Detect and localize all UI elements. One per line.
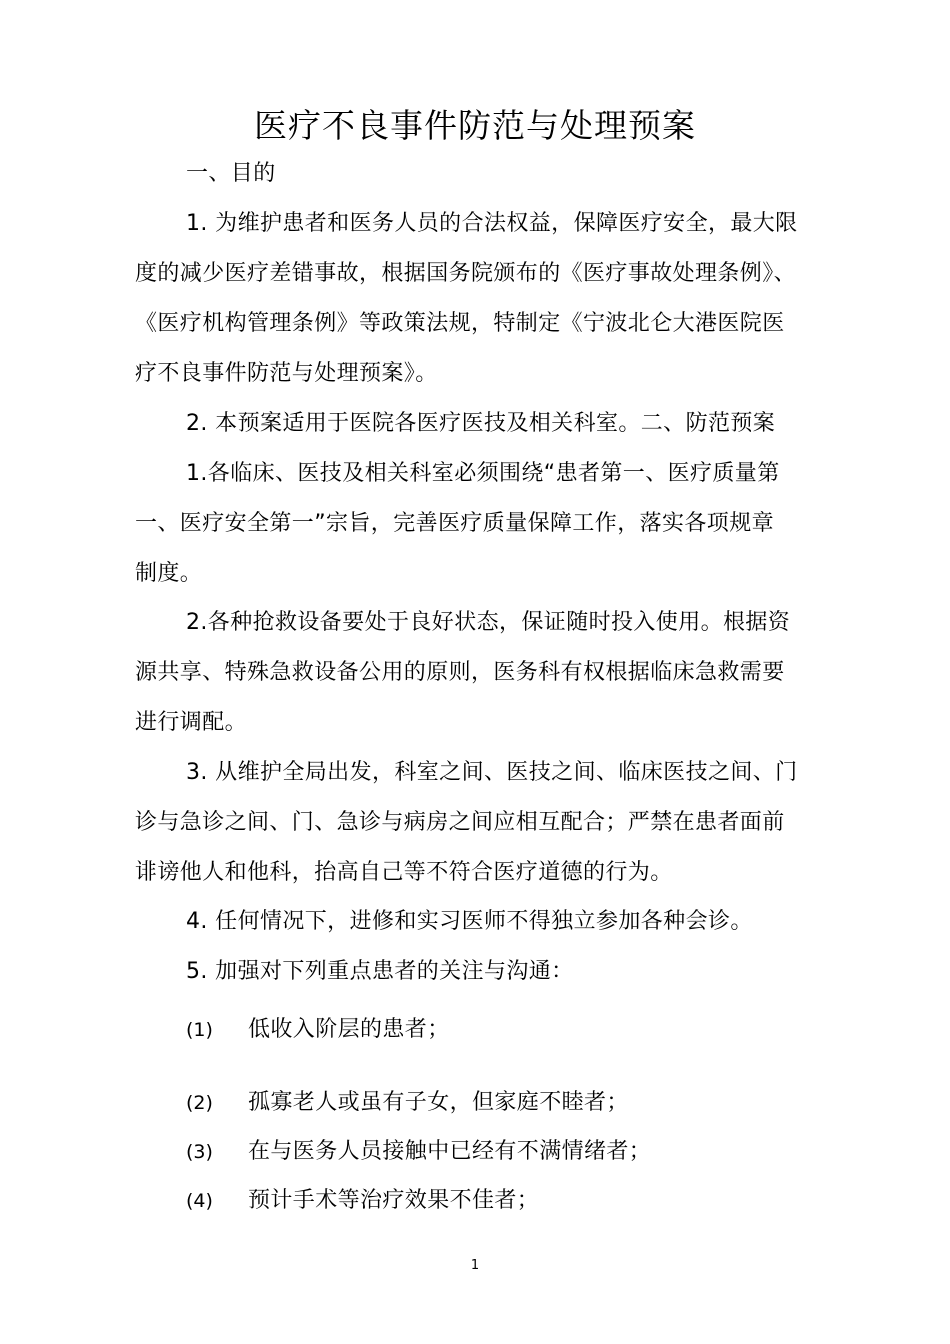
list-item-number: (3) — [186, 1141, 213, 1163]
list-item-text: 在与医务人员接触中已经有不满情绪者； — [248, 1139, 652, 1164]
paragraph-line: 诽谤他人和他科，抬高自己等不符合医疗道德的行为。 — [135, 860, 673, 885]
paragraph-line: 一、医疗安全第一”宗旨，完善医疗质量保障工作，落实各项规章 — [135, 511, 774, 536]
paragraph-line: 1.各临床、医技及相关科室必须围绕“患者第一、医疗质量第 — [186, 461, 780, 486]
document-title: 医疗不良事件防范与处理预案 — [254, 106, 696, 145]
paragraph-line: 疗不良事件防范与处理预案》。 — [135, 361, 438, 386]
section-heading-purpose: 一、目的 — [186, 161, 276, 186]
paragraph-line: 诊与急诊之间、门、急诊与病房之间应相互配合；严禁在患者面前 — [135, 810, 785, 835]
list-item-number: (1) — [186, 1019, 213, 1041]
paragraph-line: 2.各种抢救设备要处于良好状态，保证随时投入使用。根据资 — [186, 610, 791, 635]
paragraph-line: 5. 加强对下列重点患者的关注与沟通： — [186, 959, 574, 984]
paragraph-line: 进行调配。 — [135, 710, 248, 735]
paragraph-line: 制度。 — [135, 561, 203, 586]
page-number: 1 — [470, 1258, 480, 1273]
paragraph-line: 源共享、特殊急救设备公用的原则，医务科有权根据临床急救需要 — [135, 660, 785, 685]
paragraph-line: 1. 为维护患者和医务人员的合法权益，保障医疗安全，最大限 — [186, 211, 798, 236]
list-item-number: (2) — [186, 1092, 213, 1114]
paragraph-line: 2. 本预案适用于医院各医疗医技及相关科室。二、防范预案 — [186, 411, 776, 436]
list-item-text: 低收入阶层的患者； — [248, 1017, 450, 1042]
paragraph-line: 度的减少医疗差错事故，根据国务院颁布的《医疗事故处理条例》、 — [135, 261, 797, 286]
list-item-text: 孤寡老人或虽有子女，但家庭不睦者； — [248, 1090, 629, 1115]
paragraph-line: 《医疗机构管理条例》等政策法规，特制定《宁波北仑大港医院医 — [135, 311, 785, 336]
list-item-text: 预计手术等治疗效果不佳者； — [248, 1188, 540, 1213]
paragraph-line: 3. 从维护全局出发，科室之间、医技之间、临床医技之间、门 — [186, 760, 798, 785]
paragraph-line: 4. 任何情况下，进修和实习医师不得独立参加各种会诊。 — [186, 909, 753, 934]
list-item-number: (4) — [186, 1190, 213, 1212]
